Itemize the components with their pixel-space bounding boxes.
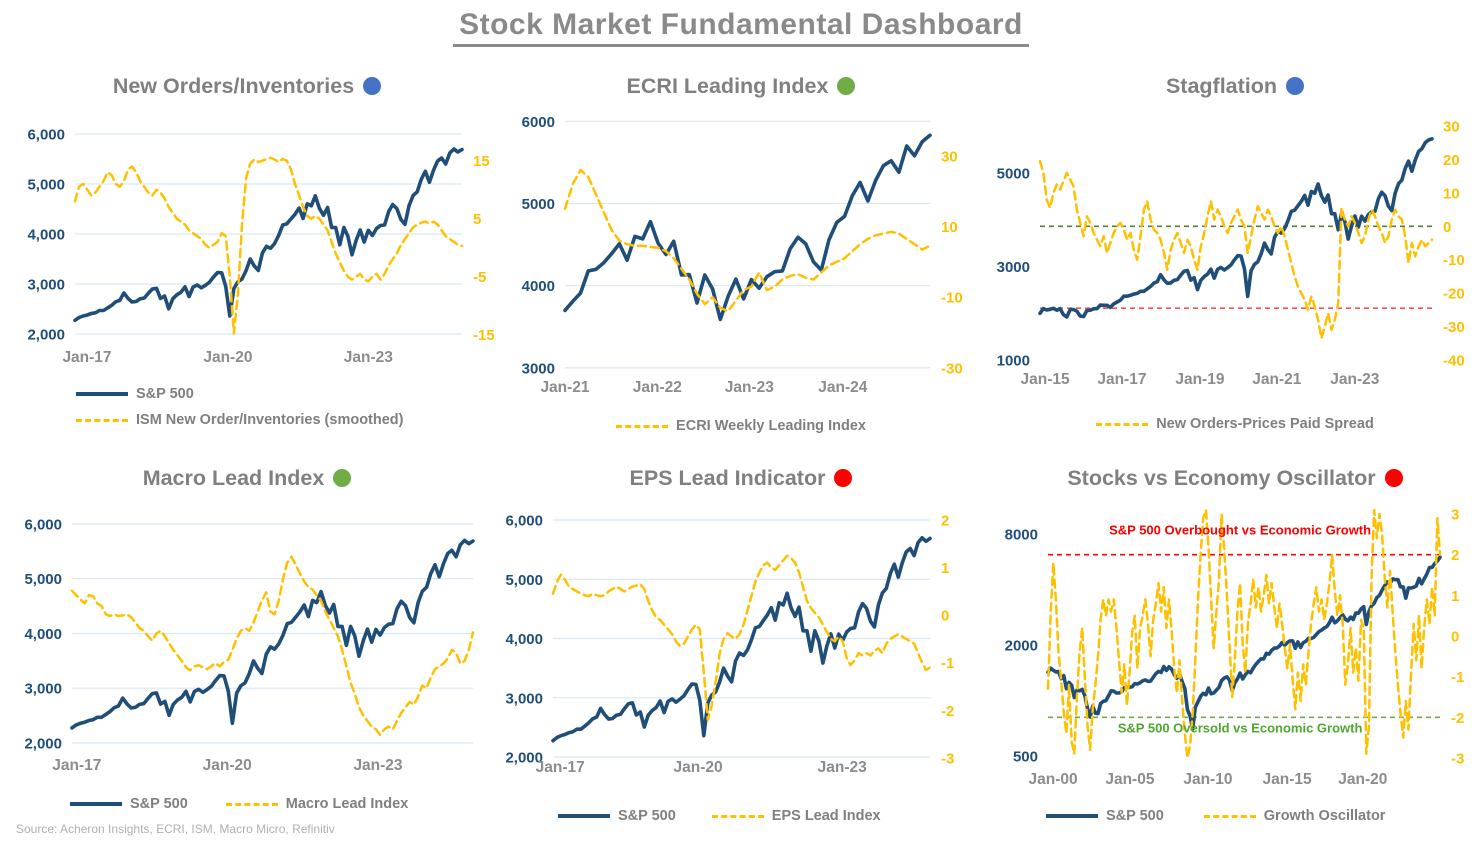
right-axis-label: 15 (473, 153, 490, 171)
right-axis-label: -10 (941, 289, 963, 307)
right-axis-label: 0 (1451, 628, 1460, 646)
right-axis-label: -10 (1443, 252, 1465, 270)
chart-legend (1046, 808, 1385, 824)
legend-label: New Orders-Prices Paid Spread (1156, 416, 1374, 432)
left-axis-label: 3,000 (27, 276, 65, 294)
right-axis-label: -30 (1443, 319, 1465, 337)
page-title (0, 8, 1482, 42)
x-axis-label: Jan-21 (540, 379, 590, 396)
right-axis-label: -3 (1451, 750, 1465, 768)
left-axis-label: 2,000 (27, 326, 65, 344)
x-axis-label: Jan-17 (52, 757, 102, 774)
chart-legend (494, 418, 988, 434)
left-axis-label: 5,000 (27, 176, 65, 194)
x-axis-label: Jan-15 (1020, 371, 1070, 388)
left-axis-label: 1000 (996, 352, 1030, 370)
legend-swatch-sp500 (558, 814, 610, 818)
left-axis-label: 6,000 (24, 516, 62, 534)
left-axis-label: 3,000 (24, 680, 62, 698)
right-axis-label: 0 (1443, 218, 1452, 236)
left-axis-label: 4,000 (505, 631, 543, 648)
right-axis-label: -2 (941, 702, 955, 720)
left-axis-label: 2,000 (505, 749, 543, 767)
x-axis-label: Jan-23 (724, 379, 774, 396)
left-axis-label: 5000 (996, 165, 1030, 183)
x-axis-label: Jan-00 (1028, 771, 1078, 788)
left-axis-label: 4000 (521, 278, 555, 296)
right-axis-label: -20 (1443, 285, 1465, 303)
right-axis-label: -1 (1451, 669, 1465, 687)
legend-item (1046, 808, 1164, 824)
legend-swatch-indicator (1096, 423, 1148, 426)
legend-swatch-sp500 (70, 802, 122, 806)
right-axis-label: -15 (473, 327, 495, 345)
legend-swatch-indicator (226, 803, 278, 806)
right-axis-label: -2 (1451, 709, 1465, 727)
x-axis-label: Jan-20 (203, 349, 253, 366)
right-axis-label: -40 (1443, 352, 1465, 370)
chart-panel-stagflation (988, 66, 1482, 456)
annotation-text: S&P 500 Overbought vs Economic Growth (1109, 522, 1372, 538)
left-axis-label: 6,000 (27, 126, 65, 144)
legend-item (226, 796, 408, 812)
right-axis-label: 1 (941, 560, 950, 578)
series-eps-lead-index-line (553, 556, 930, 720)
left-axis-label: 4,000 (24, 626, 62, 643)
legend-swatch-sp500 (76, 392, 128, 396)
chart-plot (988, 458, 1482, 845)
series-s-p-500-line (565, 135, 930, 319)
legend-label: ISM New Order/Inventories (smoothed) (136, 412, 404, 428)
left-axis-label: 6000 (521, 113, 555, 131)
right-axis-label: 10 (941, 219, 958, 236)
legend-item (616, 418, 866, 434)
right-axis-label: 2 (941, 512, 950, 530)
right-axis-label: -3 (941, 750, 955, 768)
chart-title-text: Macro Lead Index (142, 466, 325, 490)
x-axis-label: Jan-20 (673, 759, 723, 776)
left-axis-label: 8000 (1004, 526, 1038, 544)
legend-swatch-indicator (616, 425, 668, 428)
x-axis-label: Jan-23 (343, 349, 393, 366)
chart-panel-stocks-vs-economy-oscillator (988, 458, 1482, 845)
chart-legend (70, 796, 408, 812)
series-s-p-500-line (72, 540, 473, 728)
right-axis-label: 2 (1451, 547, 1460, 565)
chart-legend (558, 808, 881, 824)
right-axis-label: 20 (1443, 151, 1460, 169)
legend-label: S&P 500 (136, 386, 194, 402)
legend-label: EPS Lead Index (771, 808, 881, 824)
x-axis-label: Jan-23 (353, 757, 403, 774)
chart-panel-new-orders-inventories (0, 66, 494, 456)
right-axis-label: 5 (473, 211, 482, 229)
x-axis-label: Jan-21 (1252, 371, 1302, 388)
chart-title-text: ECRI Leading Index (626, 74, 829, 98)
chart-title-text: Stocks vs Economy Oscillator (1067, 466, 1376, 490)
left-axis-label: 5,000 (24, 571, 62, 589)
page-title-text: Stock Market Fundamental Dashboard (453, 8, 1029, 47)
legend-label: S&P 500 (130, 796, 188, 812)
legend-label: Growth Oscillator (1263, 808, 1386, 824)
chart-panel-macro-lead-index (0, 458, 494, 845)
chart-plot (494, 66, 988, 456)
right-axis-label: 30 (941, 148, 958, 166)
series-s-p-500-line (1040, 139, 1432, 317)
chart-plot (494, 458, 988, 845)
chart-legend (76, 386, 404, 428)
legend-swatch-indicator (712, 815, 764, 818)
chart-plot (0, 458, 494, 845)
chart-panel-eps-lead-indicator (494, 458, 988, 845)
chart-title-text: EPS Lead Indicator (629, 466, 826, 490)
x-axis-label: Jan-17 (535, 759, 585, 776)
x-axis-label: Jan-23 (1330, 371, 1380, 388)
x-axis-label: Jan-24 (818, 379, 868, 396)
legend-item (76, 386, 194, 402)
x-axis-label: Jan-17 (62, 349, 112, 366)
legend-swatch-indicator (76, 419, 128, 422)
legend-label: S&P 500 (1106, 808, 1164, 824)
right-axis-label: 0 (941, 607, 950, 625)
right-axis-label: 1 (1451, 587, 1460, 605)
x-axis-label: Jan-23 (817, 759, 867, 776)
legend-item (712, 808, 881, 824)
x-axis-label: Jan-15 (1262, 771, 1312, 788)
right-axis-label: -1 (941, 655, 955, 673)
left-axis-label: 5000 (521, 196, 555, 213)
legend-label: S&P 500 (618, 808, 676, 824)
series-s-p-500-line (75, 149, 462, 320)
legend-item (1096, 416, 1374, 432)
legend-swatch-sp500 (1046, 814, 1098, 818)
chart-panel-ecri-leading-index (494, 66, 988, 456)
right-axis-label: 10 (1443, 185, 1460, 203)
chart-title-text: New Orders/Inventories (112, 74, 355, 98)
right-axis-label: 3 (1451, 506, 1460, 524)
left-axis-label: 3000 (521, 360, 555, 378)
left-axis-label: 6,000 (505, 512, 543, 530)
legend-item (558, 808, 676, 824)
annotation-text: S&P 500 Oversold vs Economic Growth (1117, 720, 1363, 736)
series-s-p-500-line (553, 538, 930, 741)
left-axis-label: 3000 (996, 259, 1030, 276)
series-s-p-500-line (1048, 557, 1440, 729)
left-axis-label: 2,000 (24, 735, 62, 753)
legend-item (70, 796, 188, 812)
x-axis-label: Jan-19 (1175, 371, 1225, 388)
left-axis-label: 5,000 (505, 571, 543, 589)
x-axis-label: Jan-17 (1097, 371, 1147, 388)
x-axis-label: Jan-20 (202, 757, 252, 774)
series-new-orders-prices-paid-spread-line (1040, 161, 1432, 338)
right-axis-label: 30 (1443, 118, 1460, 136)
right-axis-label: -5 (473, 269, 487, 287)
left-axis-label: 3,000 (505, 690, 543, 708)
chart-plot (988, 66, 1482, 456)
left-axis-label: 4,000 (27, 226, 65, 244)
x-axis-label: Jan-22 (632, 379, 682, 396)
left-axis-label: 2000 (1004, 637, 1038, 655)
legend-label: ECRI Weekly Leading Index (676, 418, 866, 434)
legend-label: Macro Lead Index (285, 796, 409, 812)
legend-item (76, 412, 404, 428)
legend-swatch-indicator (1204, 815, 1256, 818)
x-axis-label: Jan-20 (1338, 771, 1388, 788)
source-note: Source: Acheron Insights, ECRI, ISM, Macro Micro, Refinitiv (16, 822, 335, 836)
right-axis-label: -30 (941, 360, 963, 378)
left-axis-label: 500 (1012, 748, 1038, 766)
x-axis-label: Jan-10 (1183, 771, 1233, 788)
legend-item (1204, 808, 1386, 824)
chart-legend (988, 416, 1482, 432)
x-axis-label: Jan-05 (1105, 771, 1155, 788)
chart-title-text: Stagflation (1165, 74, 1278, 98)
